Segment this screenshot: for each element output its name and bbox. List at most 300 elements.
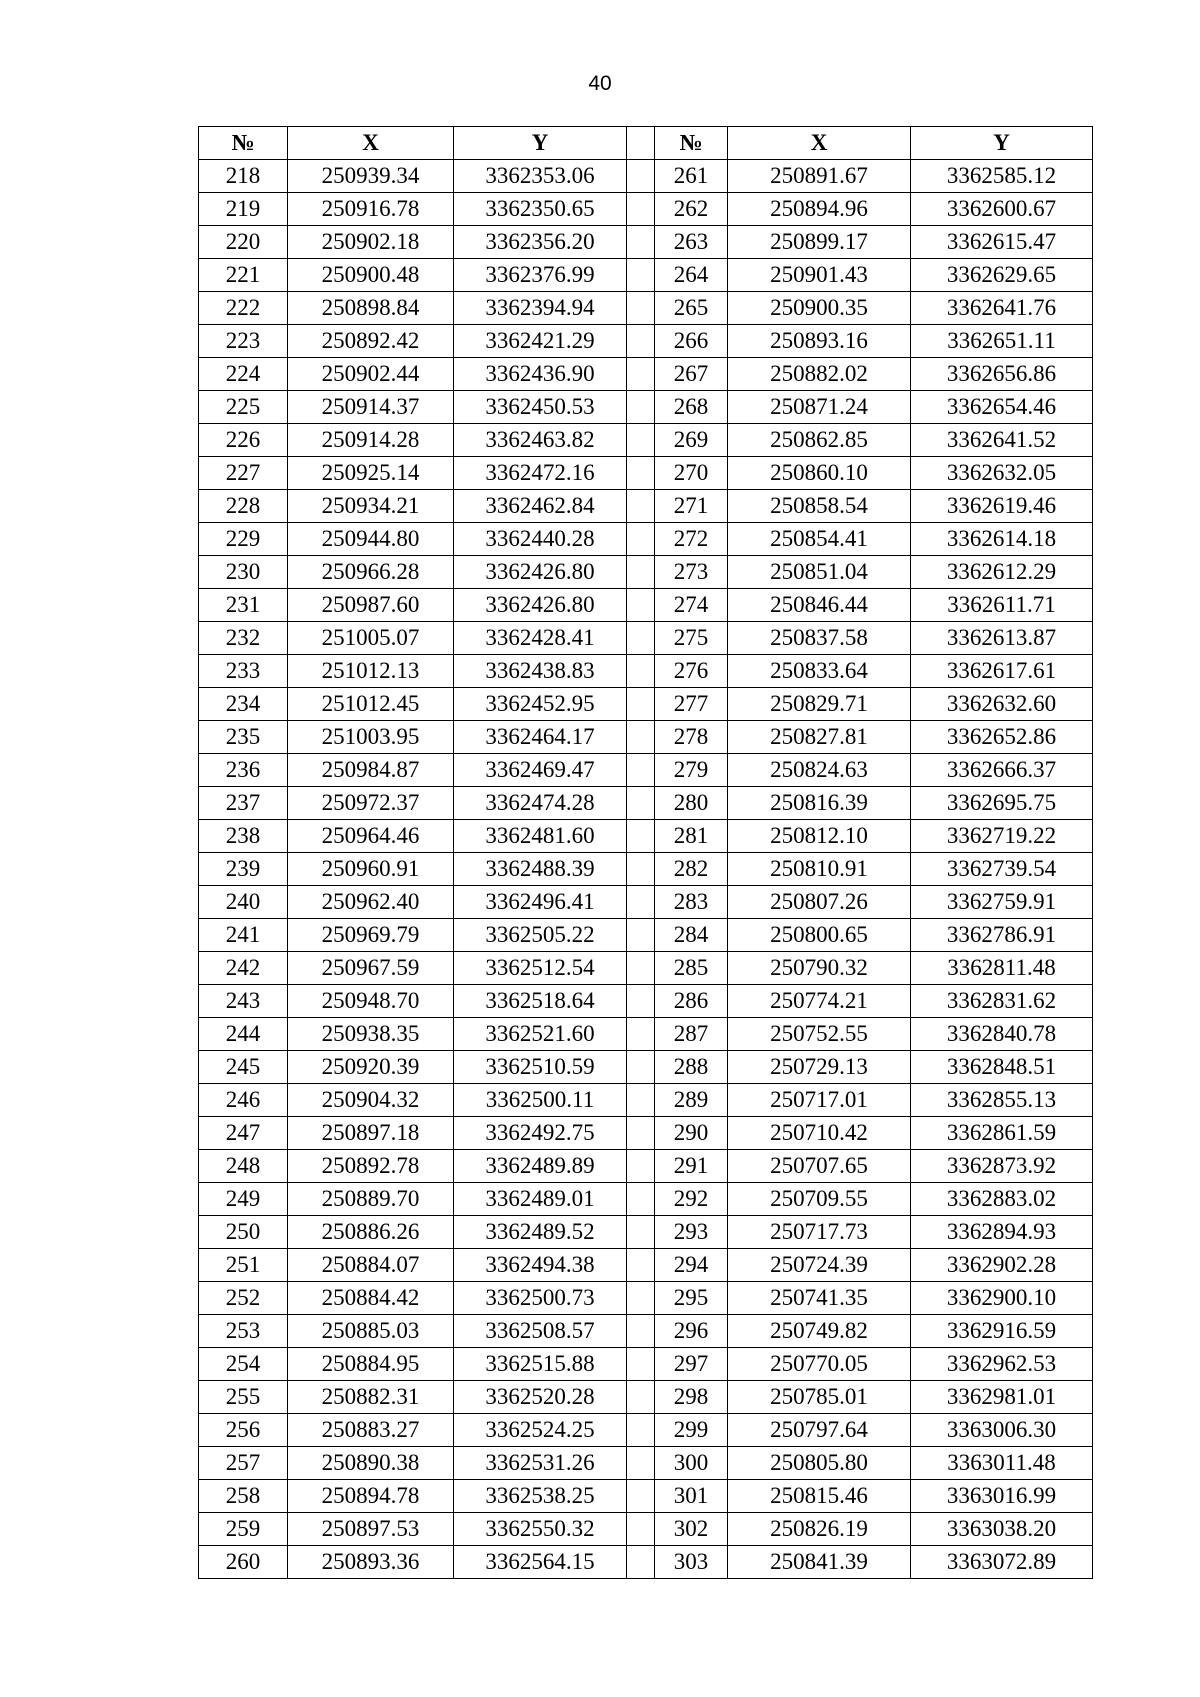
left-y-coordinate: 3362496.41	[454, 886, 627, 919]
table-row	[199, 292, 1093, 325]
column-spacer	[627, 424, 655, 457]
right-y-coordinate: 3362617.61	[911, 655, 1093, 688]
left-point-number: 240	[199, 886, 288, 919]
table-row	[199, 1216, 1093, 1249]
page-number: 40	[588, 72, 612, 95]
left-x-coordinate: 250884.95	[288, 1348, 454, 1381]
left-y-coordinate: 3362426.80	[454, 556, 627, 589]
table-header-row	[199, 127, 1093, 160]
table-row	[199, 919, 1093, 952]
right-y-coordinate: 3362883.02	[911, 1183, 1093, 1216]
left-x-coordinate: 250900.48	[288, 259, 454, 292]
right-point-number: 303	[655, 1546, 728, 1579]
left-y-coordinate: 3362472.16	[454, 457, 627, 490]
right-y-coordinate: 3362894.93	[911, 1216, 1093, 1249]
column-spacer	[627, 1117, 655, 1150]
left-x-coordinate: 250916.78	[288, 193, 454, 226]
right-y-coordinate: 3362632.05	[911, 457, 1093, 490]
table-row	[199, 1117, 1093, 1150]
table-row	[199, 1249, 1093, 1282]
table-row	[199, 1084, 1093, 1117]
left-point-number: 228	[199, 490, 288, 523]
right-y-coordinate: 3362848.51	[911, 1051, 1093, 1084]
right-x-coordinate: 250810.91	[728, 853, 911, 886]
right-x-coordinate: 250827.81	[728, 721, 911, 754]
left-point-number: 234	[199, 688, 288, 721]
right-y-coordinate: 3362652.86	[911, 721, 1093, 754]
table-row	[199, 1480, 1093, 1513]
left-point-number: 232	[199, 622, 288, 655]
right-x-coordinate: 250709.55	[728, 1183, 911, 1216]
left-x-coordinate: 250914.28	[288, 424, 454, 457]
right-x-coordinate: 250891.67	[728, 160, 911, 193]
right-point-number: 268	[655, 391, 728, 424]
right-y-coordinate: 3362855.13	[911, 1084, 1093, 1117]
left-point-number: 236	[199, 754, 288, 787]
left-y-coordinate: 3362463.82	[454, 424, 627, 457]
right-y-coordinate: 3363011.48	[911, 1447, 1093, 1480]
column-spacer	[627, 1315, 655, 1348]
left-y-coordinate: 3362524.25	[454, 1414, 627, 1447]
left-point-number: 259	[199, 1513, 288, 1546]
column-spacer	[627, 259, 655, 292]
left-point-number: 222	[199, 292, 288, 325]
table-row	[199, 1447, 1093, 1480]
right-y-coordinate: 3362786.91	[911, 919, 1093, 952]
right-x-coordinate: 250854.41	[728, 523, 911, 556]
right-point-number: 288	[655, 1051, 728, 1084]
right-y-coordinate: 3362654.46	[911, 391, 1093, 424]
right-point-number: 276	[655, 655, 728, 688]
left-x-coordinate: 250892.42	[288, 325, 454, 358]
left-point-number: 220	[199, 226, 288, 259]
table-row	[199, 820, 1093, 853]
left-x-coordinate: 251005.07	[288, 622, 454, 655]
right-y-coordinate: 3362861.59	[911, 1117, 1093, 1150]
left-point-number: 231	[199, 589, 288, 622]
column-spacer	[627, 1249, 655, 1282]
table-row	[199, 1183, 1093, 1216]
left-point-number: 221	[199, 259, 288, 292]
right-x-coordinate: 250841.39	[728, 1546, 911, 1579]
column-spacer	[627, 127, 655, 160]
left-point-number: 218	[199, 160, 288, 193]
right-y-coordinate: 3362641.76	[911, 292, 1093, 325]
right-y-coordinate: 3362811.48	[911, 952, 1093, 985]
right-y-coordinate: 3362873.92	[911, 1150, 1093, 1183]
table-row	[199, 358, 1093, 391]
table-row	[199, 853, 1093, 886]
left-x-coordinate: 250892.78	[288, 1150, 454, 1183]
left-point-number: 241	[199, 919, 288, 952]
right-x-coordinate: 250790.32	[728, 952, 911, 985]
right-point-number: 294	[655, 1249, 728, 1282]
table-row	[199, 160, 1093, 193]
table-row	[199, 259, 1093, 292]
right-point-number: 302	[655, 1513, 728, 1546]
left-y-coordinate: 3362394.94	[454, 292, 627, 325]
right-y-coordinate: 3362759.91	[911, 886, 1093, 919]
left-x-coordinate: 250966.28	[288, 556, 454, 589]
right-x-coordinate: 250815.46	[728, 1480, 911, 1513]
right-x-coordinate: 250707.65	[728, 1150, 911, 1183]
right-point-number: 275	[655, 622, 728, 655]
right-point-number: 279	[655, 754, 728, 787]
right-point-number: 265	[655, 292, 728, 325]
left-x-coordinate: 250886.26	[288, 1216, 454, 1249]
table-row	[199, 523, 1093, 556]
right-x-coordinate: 250901.43	[728, 259, 911, 292]
right-point-number: 290	[655, 1117, 728, 1150]
left-y-coordinate: 3362489.89	[454, 1150, 627, 1183]
left-y-coordinate: 3362510.59	[454, 1051, 627, 1084]
left-point-number: 235	[199, 721, 288, 754]
left-x-coordinate: 250904.32	[288, 1084, 454, 1117]
right-point-number: 264	[655, 259, 728, 292]
left-point-number: 245	[199, 1051, 288, 1084]
left-point-number: 227	[199, 457, 288, 490]
left-point-number: 249	[199, 1183, 288, 1216]
right-x-coordinate: 250826.19	[728, 1513, 911, 1546]
table-row	[199, 655, 1093, 688]
right-x-coordinate: 250824.63	[728, 754, 911, 787]
table-row	[199, 787, 1093, 820]
right-point-number: 295	[655, 1282, 728, 1315]
left-point-number: 247	[199, 1117, 288, 1150]
left-x-coordinate: 250893.36	[288, 1546, 454, 1579]
left-point-number: 237	[199, 787, 288, 820]
left-x-coordinate: 250967.59	[288, 952, 454, 985]
column-spacer	[627, 1018, 655, 1051]
header-y-left: Y	[454, 127, 627, 160]
coordinates-table	[198, 126, 1093, 1579]
right-point-number: 263	[655, 226, 728, 259]
left-point-number: 252	[199, 1282, 288, 1315]
table-row	[199, 622, 1093, 655]
left-point-number: 223	[199, 325, 288, 358]
table-row	[199, 1414, 1093, 1447]
left-y-coordinate: 3362474.28	[454, 787, 627, 820]
left-x-coordinate: 250987.60	[288, 589, 454, 622]
right-x-coordinate: 250749.82	[728, 1315, 911, 1348]
right-x-coordinate: 250741.35	[728, 1282, 911, 1315]
header-x-right: X	[728, 127, 911, 160]
right-y-coordinate: 3362632.60	[911, 688, 1093, 721]
left-y-coordinate: 3362500.73	[454, 1282, 627, 1315]
right-point-number: 271	[655, 490, 728, 523]
column-spacer	[627, 1447, 655, 1480]
left-y-coordinate: 3362436.90	[454, 358, 627, 391]
left-x-coordinate: 251012.45	[288, 688, 454, 721]
column-spacer	[627, 523, 655, 556]
right-y-coordinate: 3362916.59	[911, 1315, 1093, 1348]
left-x-coordinate: 250972.37	[288, 787, 454, 820]
column-spacer	[627, 1282, 655, 1315]
left-y-coordinate: 3362452.95	[454, 688, 627, 721]
right-point-number: 297	[655, 1348, 728, 1381]
right-x-coordinate: 250851.04	[728, 556, 911, 589]
table-row	[199, 1315, 1093, 1348]
right-point-number: 301	[655, 1480, 728, 1513]
column-spacer	[627, 391, 655, 424]
right-point-number: 285	[655, 952, 728, 985]
left-y-coordinate: 3362518.64	[454, 985, 627, 1018]
right-point-number: 278	[655, 721, 728, 754]
table-row	[199, 721, 1093, 754]
left-point-number: 260	[199, 1546, 288, 1579]
left-y-coordinate: 3362440.28	[454, 523, 627, 556]
table-row	[199, 226, 1093, 259]
table-row	[199, 886, 1093, 919]
right-y-coordinate: 3362840.78	[911, 1018, 1093, 1051]
left-point-number: 242	[199, 952, 288, 985]
left-y-coordinate: 3362515.88	[454, 1348, 627, 1381]
right-y-coordinate: 3362651.11	[911, 325, 1093, 358]
right-y-coordinate: 3362719.22	[911, 820, 1093, 853]
right-x-coordinate: 250862.85	[728, 424, 911, 457]
table-row	[199, 457, 1093, 490]
left-x-coordinate: 250984.87	[288, 754, 454, 787]
left-y-coordinate: 3362376.99	[454, 259, 627, 292]
column-spacer	[627, 1414, 655, 1447]
right-x-coordinate: 250882.02	[728, 358, 911, 391]
column-spacer	[627, 853, 655, 886]
column-spacer	[627, 1216, 655, 1249]
left-point-number: 244	[199, 1018, 288, 1051]
column-spacer	[627, 1150, 655, 1183]
right-x-coordinate: 250770.05	[728, 1348, 911, 1381]
left-y-coordinate: 3362421.29	[454, 325, 627, 358]
right-y-coordinate: 3363016.99	[911, 1480, 1093, 1513]
left-x-coordinate: 250884.42	[288, 1282, 454, 1315]
left-point-number: 219	[199, 193, 288, 226]
right-point-number: 261	[655, 160, 728, 193]
column-spacer	[627, 490, 655, 523]
right-x-coordinate: 250774.21	[728, 985, 911, 1018]
right-x-coordinate: 250785.01	[728, 1381, 911, 1414]
left-x-coordinate: 250914.37	[288, 391, 454, 424]
left-y-coordinate: 3362550.32	[454, 1513, 627, 1546]
right-x-coordinate: 250816.39	[728, 787, 911, 820]
right-y-coordinate: 3362831.62	[911, 985, 1093, 1018]
right-y-coordinate: 3362695.75	[911, 787, 1093, 820]
left-y-coordinate: 3362500.11	[454, 1084, 627, 1117]
left-y-coordinate: 3362464.17	[454, 721, 627, 754]
right-x-coordinate: 250837.58	[728, 622, 911, 655]
column-spacer	[627, 754, 655, 787]
left-x-coordinate: 250944.80	[288, 523, 454, 556]
right-point-number: 286	[655, 985, 728, 1018]
right-y-coordinate: 3363072.89	[911, 1546, 1093, 1579]
left-x-coordinate: 250934.21	[288, 490, 454, 523]
left-x-coordinate: 250884.07	[288, 1249, 454, 1282]
table-row	[199, 1150, 1093, 1183]
left-point-number: 253	[199, 1315, 288, 1348]
table-row	[199, 490, 1093, 523]
right-x-coordinate: 250807.26	[728, 886, 911, 919]
column-spacer	[627, 292, 655, 325]
left-point-number: 239	[199, 853, 288, 886]
column-spacer	[627, 589, 655, 622]
column-spacer	[627, 1513, 655, 1546]
column-spacer	[627, 820, 655, 853]
right-x-coordinate: 250717.01	[728, 1084, 911, 1117]
left-y-coordinate: 3362512.54	[454, 952, 627, 985]
right-x-coordinate: 250846.44	[728, 589, 911, 622]
table-row	[199, 589, 1093, 622]
left-y-coordinate: 3362505.22	[454, 919, 627, 952]
left-point-number: 258	[199, 1480, 288, 1513]
left-point-number: 248	[199, 1150, 288, 1183]
column-spacer	[627, 787, 655, 820]
column-spacer	[627, 160, 655, 193]
right-y-coordinate: 3362614.18	[911, 523, 1093, 556]
left-point-number: 254	[199, 1348, 288, 1381]
left-point-number: 226	[199, 424, 288, 457]
left-point-number: 257	[199, 1447, 288, 1480]
left-y-coordinate: 3362488.39	[454, 853, 627, 886]
right-y-coordinate: 3363038.20	[911, 1513, 1093, 1546]
left-x-coordinate: 250894.78	[288, 1480, 454, 1513]
right-point-number: 270	[655, 457, 728, 490]
left-point-number: 255	[199, 1381, 288, 1414]
left-point-number: 225	[199, 391, 288, 424]
left-y-coordinate: 3362356.20	[454, 226, 627, 259]
left-y-coordinate: 3362494.38	[454, 1249, 627, 1282]
column-spacer	[627, 457, 655, 490]
right-y-coordinate: 3362902.28	[911, 1249, 1093, 1282]
left-x-coordinate: 250938.35	[288, 1018, 454, 1051]
right-point-number: 299	[655, 1414, 728, 1447]
right-y-coordinate: 3362962.53	[911, 1348, 1093, 1381]
right-y-coordinate: 3362666.37	[911, 754, 1093, 787]
left-point-number: 243	[199, 985, 288, 1018]
column-spacer	[627, 1051, 655, 1084]
right-y-coordinate: 3362656.86	[911, 358, 1093, 391]
left-y-coordinate: 3362428.41	[454, 622, 627, 655]
right-point-number: 296	[655, 1315, 728, 1348]
left-y-coordinate: 3362426.80	[454, 589, 627, 622]
left-x-coordinate: 250902.18	[288, 226, 454, 259]
left-y-coordinate: 3362353.06	[454, 160, 627, 193]
right-y-coordinate: 3362641.52	[911, 424, 1093, 457]
table-row	[199, 754, 1093, 787]
right-point-number: 282	[655, 853, 728, 886]
left-y-coordinate: 3362350.65	[454, 193, 627, 226]
table-row	[199, 1546, 1093, 1579]
right-x-coordinate: 250729.13	[728, 1051, 911, 1084]
column-spacer	[627, 1348, 655, 1381]
right-point-number: 291	[655, 1150, 728, 1183]
table-row	[199, 985, 1093, 1018]
column-spacer	[627, 622, 655, 655]
column-spacer	[627, 226, 655, 259]
right-x-coordinate: 250724.39	[728, 1249, 911, 1282]
right-x-coordinate: 250899.17	[728, 226, 911, 259]
left-x-coordinate: 250920.39	[288, 1051, 454, 1084]
column-spacer	[627, 985, 655, 1018]
right-point-number: 262	[655, 193, 728, 226]
left-x-coordinate: 251003.95	[288, 721, 454, 754]
right-y-coordinate: 3362612.29	[911, 556, 1093, 589]
table-row	[199, 193, 1093, 226]
right-x-coordinate: 250871.24	[728, 391, 911, 424]
right-point-number: 300	[655, 1447, 728, 1480]
right-point-number: 284	[655, 919, 728, 952]
left-x-coordinate: 250962.40	[288, 886, 454, 919]
right-point-number: 272	[655, 523, 728, 556]
right-x-coordinate: 250710.42	[728, 1117, 911, 1150]
left-x-coordinate: 250885.03	[288, 1315, 454, 1348]
right-point-number: 281	[655, 820, 728, 853]
left-x-coordinate: 250902.44	[288, 358, 454, 391]
left-x-coordinate: 250889.70	[288, 1183, 454, 1216]
right-x-coordinate: 250812.10	[728, 820, 911, 853]
column-spacer	[627, 556, 655, 589]
table-row	[199, 391, 1093, 424]
column-spacer	[627, 688, 655, 721]
table-row	[199, 1381, 1093, 1414]
right-x-coordinate: 250829.71	[728, 688, 911, 721]
table-row	[199, 325, 1093, 358]
right-x-coordinate: 250717.73	[728, 1216, 911, 1249]
right-point-number: 289	[655, 1084, 728, 1117]
left-y-coordinate: 3362489.52	[454, 1216, 627, 1249]
right-y-coordinate: 3362585.12	[911, 160, 1093, 193]
header-number-right: №	[655, 127, 728, 160]
column-spacer	[627, 886, 655, 919]
right-x-coordinate: 250833.64	[728, 655, 911, 688]
left-y-coordinate: 3362531.26	[454, 1447, 627, 1480]
right-y-coordinate: 3362629.65	[911, 259, 1093, 292]
right-y-coordinate: 3362739.54	[911, 853, 1093, 886]
left-x-coordinate: 250897.53	[288, 1513, 454, 1546]
left-point-number: 229	[199, 523, 288, 556]
left-y-coordinate: 3362462.84	[454, 490, 627, 523]
column-spacer	[627, 358, 655, 391]
right-x-coordinate: 250800.65	[728, 919, 911, 952]
left-x-coordinate: 250960.91	[288, 853, 454, 886]
right-y-coordinate: 3363006.30	[911, 1414, 1093, 1447]
left-x-coordinate: 250898.84	[288, 292, 454, 325]
column-spacer	[627, 1084, 655, 1117]
right-point-number: 293	[655, 1216, 728, 1249]
left-y-coordinate: 3362492.75	[454, 1117, 627, 1150]
column-spacer	[627, 919, 655, 952]
column-spacer	[627, 325, 655, 358]
right-x-coordinate: 250797.64	[728, 1414, 911, 1447]
left-x-coordinate: 250948.70	[288, 985, 454, 1018]
left-y-coordinate: 3362564.15	[454, 1546, 627, 1579]
right-point-number: 292	[655, 1183, 728, 1216]
left-x-coordinate: 250964.46	[288, 820, 454, 853]
left-x-coordinate: 250939.34	[288, 160, 454, 193]
column-spacer	[627, 721, 655, 754]
table-row	[199, 1348, 1093, 1381]
right-point-number: 269	[655, 424, 728, 457]
left-y-coordinate: 3362508.57	[454, 1315, 627, 1348]
right-point-number: 267	[655, 358, 728, 391]
right-x-coordinate: 250894.96	[728, 193, 911, 226]
left-point-number: 233	[199, 655, 288, 688]
column-spacer	[627, 1183, 655, 1216]
right-point-number: 266	[655, 325, 728, 358]
table-row	[199, 424, 1093, 457]
left-x-coordinate: 250882.31	[288, 1381, 454, 1414]
left-point-number: 256	[199, 1414, 288, 1447]
column-spacer	[627, 952, 655, 985]
table-row	[199, 1051, 1093, 1084]
